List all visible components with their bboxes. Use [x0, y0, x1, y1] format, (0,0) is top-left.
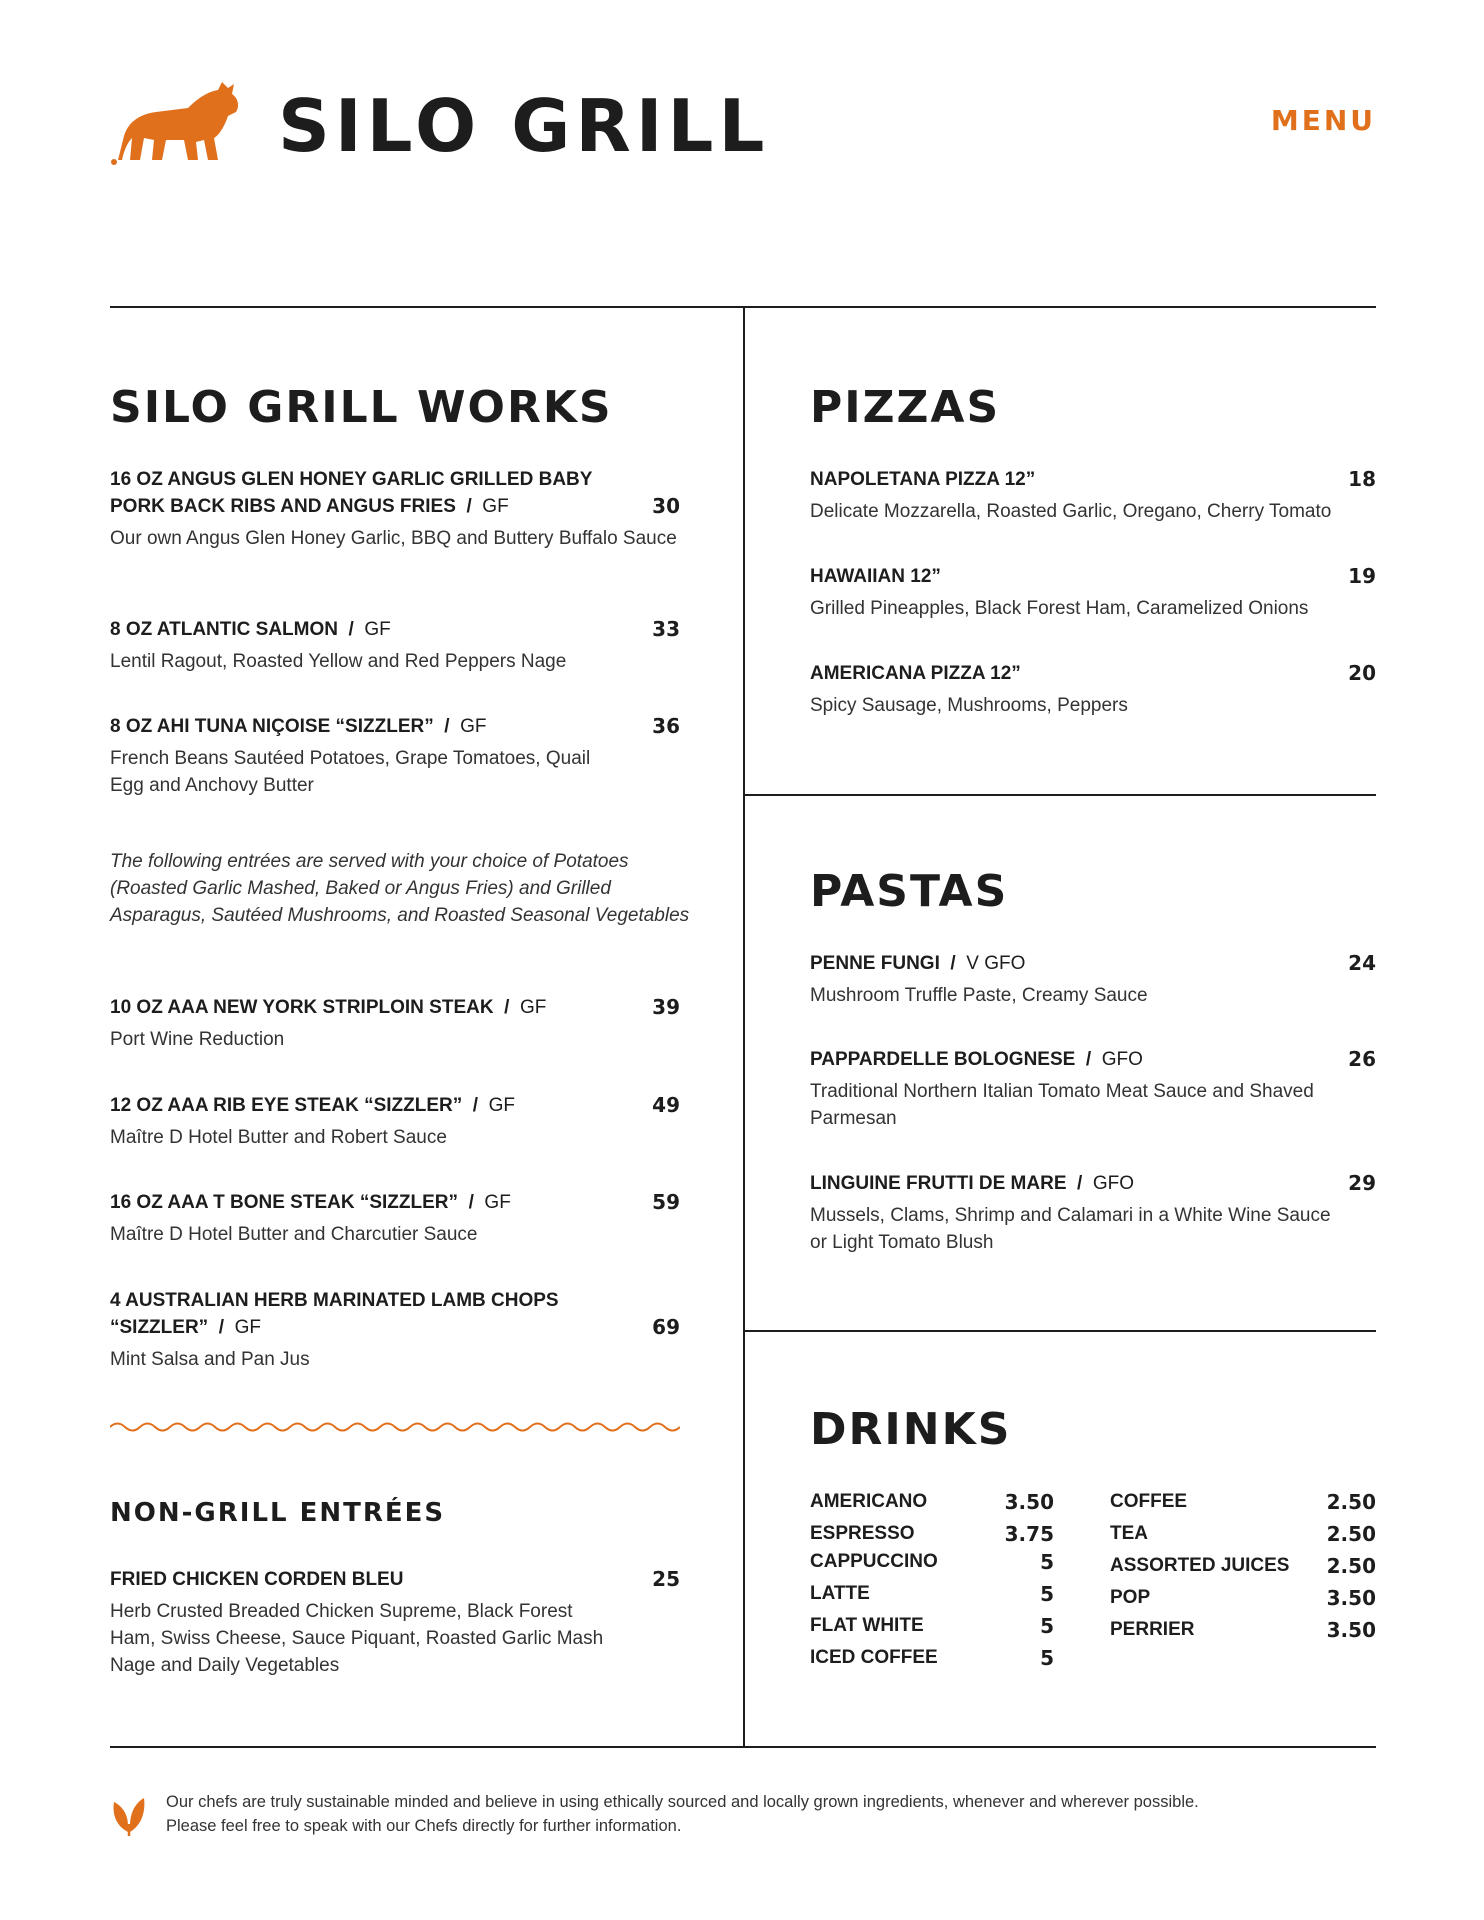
item-price: 29 — [1348, 1171, 1376, 1195]
menu-item: LINGUINE FRUTTI DE MARE / GFO 29 Mussels, Clams, Shrimp and Calamari in a White Wine Sauce or Light Tomato Blush — [810, 1170, 1376, 1256]
menu-item: 8 OZ AHI TUNA NIÇOISE “SIZZLER” / GF 36 French Beans Sautéed Potatoes, Grape Tomatoes, Quail Egg and Anchovy Butter — [110, 713, 680, 799]
item-description: Herb Crusted Breaded Chicken Supreme, Black Forest Ham, Swiss Cheese, Sauce Piquant, Roasted Garlic Mash Nage and Daily Vegetables — [110, 1601, 604, 1676]
drinks-list-right — [1110, 1486, 1376, 1646]
drink-item — [810, 1610, 1054, 1642]
section-title-pastas: PASTAS — [810, 866, 1009, 917]
wave-divider — [110, 1418, 680, 1436]
menu-item: 16 OZ ANGUS GLEN HONEY GARLIC GRILLED BABY PORK BACK RIBS AND ANGUS FRIES / GF 30 Our own Angus Glen Honey Garlic, BBQ and Buttery Buffalo Sauce — [110, 466, 680, 552]
drinks-list-left — [810, 1486, 1054, 1674]
sustainability-footer — [110, 1790, 1376, 1840]
menu-item: 16 OZ AAA T BONE STEAK “SIZZLER” / GF 59 Maître D Hotel Butter and Charcutier Sauce — [110, 1189, 680, 1248]
drink-name: AMERICANO — [810, 1491, 928, 1512]
drink-name: LATTE — [810, 1583, 870, 1604]
drink-price: 3.50 — [1004, 1490, 1054, 1514]
item-price: 49 — [652, 1093, 680, 1117]
item-description: Lentil Ragout, Roasted Yellow and Red Peppers Nage — [110, 651, 567, 672]
drink-name: PERRIER — [1110, 1619, 1195, 1640]
item-name: 8 OZ AHI TUNA NIÇOISE “SIZZLER” — [110, 716, 434, 737]
drink-price: 3.75 — [1004, 1522, 1054, 1546]
item-price: 25 — [652, 1567, 680, 1591]
section-title-pizzas: PIZZAS — [810, 382, 1001, 433]
drink-name: POP — [1110, 1587, 1151, 1608]
item-tag: GF — [234, 1317, 261, 1338]
leaf-icon — [110, 1792, 148, 1836]
item-price: 24 — [1348, 951, 1376, 975]
drink-item — [810, 1642, 1054, 1674]
item-tag: GF — [482, 496, 509, 517]
item-name: PENNE FUNGI — [810, 953, 940, 974]
item-name: 10 OZ AAA NEW YORK STRIPLOIN STEAK — [110, 997, 494, 1018]
section-title-non-grill: NON-GRILL ENTRÉES — [110, 1498, 446, 1528]
menu-item: PENNE FUNGI / V GFO 24 Mushroom Truffle Paste, Creamy Sauce — [810, 950, 1376, 1009]
footer-line-1: Our chefs are truly sustainable minded and believe in using ethically sourced and locally grown ingredients, whenever and wherever possible. — [166, 1793, 1199, 1811]
item-price: 39 — [652, 995, 680, 1019]
item-name: 4 AUSTRALIAN HERB MARINATED LAMB CHOPS “SIZZLER” — [110, 1290, 559, 1338]
item-tag: GFO — [1092, 1173, 1135, 1194]
item-description: Maître D Hotel Butter and Charcutier Sauce — [110, 1224, 478, 1245]
item-tag: GF — [364, 619, 391, 640]
section-title-drinks: DRINKS — [810, 1404, 1012, 1455]
item-description: Grilled Pineapples, Black Forest Ham, Caramelized Onions — [810, 598, 1309, 619]
drink-item — [1110, 1582, 1376, 1614]
drink-price: 2.50 — [1326, 1554, 1376, 1578]
drink-price: 2.50 — [1326, 1490, 1376, 1514]
drink-name: CAPPUCCINO — [810, 1551, 938, 1572]
item-price: 19 — [1348, 564, 1376, 588]
menu-item — [810, 563, 1376, 622]
item-name: FRIED CHICKEN CORDEN BLEU — [110, 1569, 404, 1590]
drink-item — [1110, 1518, 1376, 1550]
drink-item — [810, 1578, 1054, 1610]
item-tag: GF — [484, 1192, 511, 1213]
item-description: Our own Angus Glen Honey Garlic, BBQ and Buttery Buffalo Sauce — [110, 528, 677, 549]
footer-line-2: Please feel free to speak with our Chefs directly for further information. — [166, 1817, 682, 1835]
column-divider — [743, 306, 745, 1746]
drink-price: 5 — [1040, 1614, 1054, 1638]
drink-price: 3.50 — [1326, 1618, 1376, 1642]
drink-price: 5 — [1040, 1646, 1054, 1670]
item-price: 18 — [1348, 467, 1376, 491]
drink-price: 3.50 — [1326, 1586, 1376, 1610]
menu-item — [110, 1566, 680, 1679]
item-tag: GFO — [1101, 1049, 1143, 1070]
item-price: 33 — [652, 617, 680, 641]
bull-logo-icon — [110, 78, 242, 166]
item-price: 36 — [652, 714, 680, 738]
item-description: Maître D Hotel Butter and Robert Sauce — [110, 1127, 447, 1148]
menu-item: 4 AUSTRALIAN HERB MARINATED LAMB CHOPS “SIZZLER” / GF 69 Mint Salsa and Pan Jus — [110, 1287, 680, 1373]
menu-header — [110, 78, 1376, 178]
pasta-divider — [743, 1330, 1376, 1332]
drink-price: 2.50 — [1326, 1522, 1376, 1546]
item-name: AMERICANA PIZZA 12” — [810, 663, 1021, 684]
menu-item: 8 OZ ATLANTIC SALMON / GF 33 Lentil Ragout, Roasted Yellow and Red Peppers Nage — [110, 616, 680, 675]
item-tag: GF — [488, 1095, 516, 1116]
menu-item: 10 OZ AAA NEW YORK STRIPLOIN STEAK / GF 39 Port Wine Reduction — [110, 994, 680, 1053]
item-description: Mussels, Clams, Shrimp and Calamari in a White Wine Sauce or Light Tomato Blush — [810, 1205, 1331, 1253]
drink-item — [810, 1486, 1054, 1518]
menu-item: 12 OZ AAA RIB EYE STEAK “SIZZLER” / GF 49 Maître D Hotel Butter and Robert Sauce — [110, 1092, 680, 1151]
item-description: French Beans Sautéed Potatoes, Grape Tomatoes, Quail Egg and Anchovy Butter — [110, 748, 591, 796]
entree-sides-note: The following entrées are served with your choice of Potatoes (Roasted Garlic Mashed, Baked or Angus Fries) and Grilled Asparagus, Sautéed Mushrooms, and Roasted Seasonal Vegetables — [110, 851, 690, 926]
drink-name: FLAT WHITE — [810, 1615, 924, 1636]
item-price: 30 — [652, 494, 680, 518]
item-description: Delicate Mozzarella, Roasted Garlic, Oregano, Cherry Tomato — [810, 501, 1332, 522]
item-tag: GF — [519, 997, 547, 1018]
menu-item — [810, 466, 1376, 525]
item-price: 59 — [652, 1190, 680, 1214]
drink-item — [1110, 1486, 1376, 1518]
item-name: 8 OZ ATLANTIC SALMON — [110, 619, 338, 640]
menu-item: PAPPARDELLE BOLOGNESE / GFO 26 Traditional Northern Italian Tomato Meat Sauce and Shaved Parmesan — [810, 1046, 1376, 1132]
drink-name: ICED COFFEE — [810, 1647, 938, 1668]
drink-item — [1110, 1614, 1376, 1646]
drink-item — [810, 1546, 1054, 1578]
drink-name: COFFEE — [1110, 1491, 1188, 1512]
item-name: PAPPARDELLE BOLOGNESE — [810, 1049, 1076, 1070]
item-tag: GF — [460, 716, 487, 737]
brand-name: SILO GRILL — [278, 84, 770, 168]
drink-name: TEA — [1110, 1523, 1148, 1544]
item-name: 12 OZ AAA RIB EYE STEAK “SIZZLER” — [110, 1095, 463, 1116]
pizza-divider — [743, 794, 1376, 796]
item-name: 16 OZ ANGUS GLEN HONEY GARLIC GRILLED BABY PORK BACK RIBS AND ANGUS FRIES — [110, 469, 593, 517]
drink-name: ASSORTED JUICES — [1110, 1555, 1290, 1576]
item-name: NAPOLETANA PIZZA 12” — [810, 469, 1036, 490]
drink-item — [1110, 1550, 1376, 1582]
drink-price: 5 — [1040, 1550, 1054, 1574]
item-description: Traditional Northern Italian Tomato Meat Sauce and Shaved Parmesan — [810, 1081, 1314, 1129]
section-title-grill-works: SILO GRILL WORKS — [110, 382, 613, 433]
menu-label: MENU — [1270, 104, 1376, 137]
item-name: 16 OZ AAA T BONE STEAK “SIZZLER” — [110, 1192, 459, 1213]
bottom-divider — [110, 1746, 1376, 1748]
item-price: 69 — [652, 1315, 680, 1339]
footer-text — [166, 1790, 1199, 1838]
item-name: HAWAIIAN 12” — [810, 566, 941, 587]
item-description: Port Wine Reduction — [110, 1029, 285, 1050]
drink-price: 5 — [1040, 1582, 1054, 1606]
item-tag: V GFO — [966, 953, 1026, 974]
item-price: 20 — [1348, 661, 1376, 685]
item-price: 26 — [1348, 1047, 1376, 1071]
item-description: Mint Salsa and Pan Jus — [110, 1349, 310, 1370]
menu-item — [810, 660, 1376, 719]
item-description: Spicy Sausage, Mushrooms, Peppers — [810, 695, 1128, 716]
item-name: LINGUINE FRUTTI DE MARE — [810, 1173, 1067, 1194]
drink-name: ESPRESSO — [810, 1523, 915, 1544]
item-description: Mushroom Truffle Paste, Creamy Sauce — [810, 985, 1148, 1006]
